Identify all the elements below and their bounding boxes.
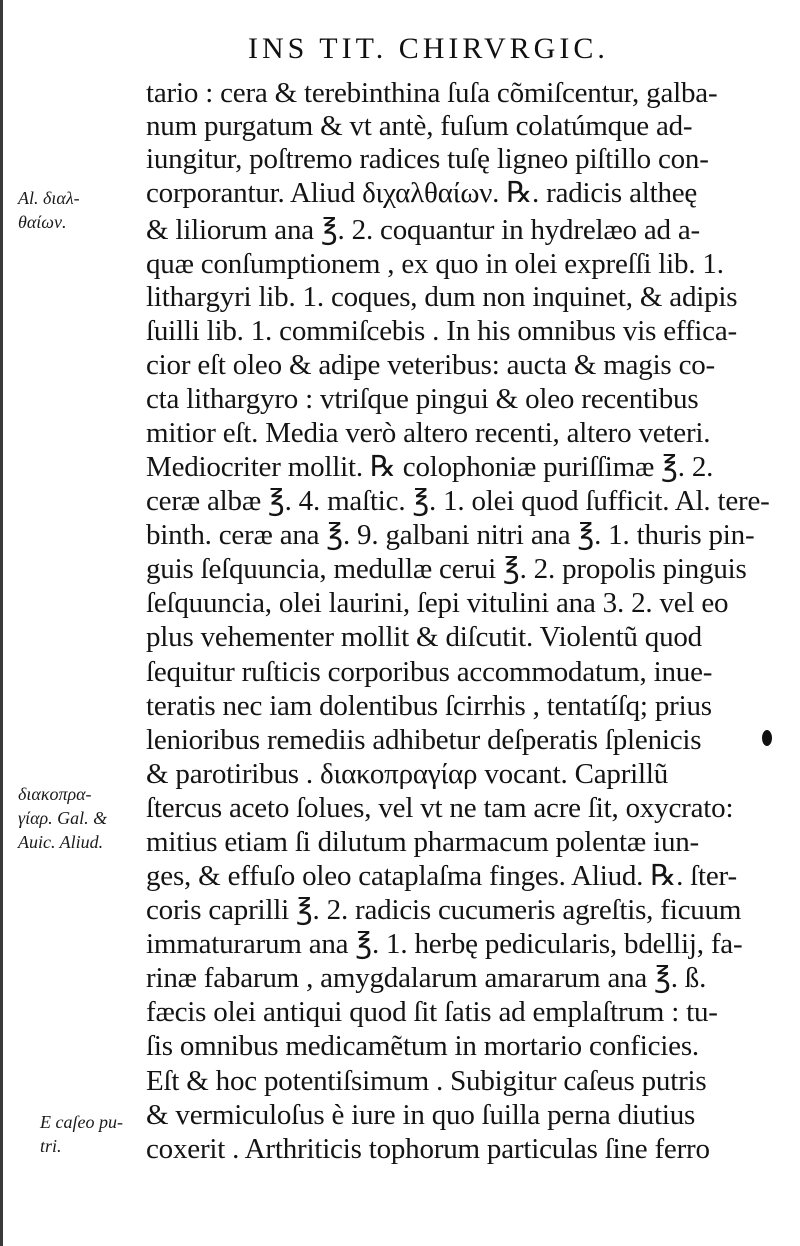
marginal-note-line: διακοπρα- — [18, 784, 92, 804]
text-line: mitius etiam ſi dilutum pharmacum polentæ iun- — [146, 826, 700, 858]
marginal-note-line: θαίων. — [18, 212, 67, 232]
text-line: binth. ceræ ana ℥. 9. galbani nitri ana ℥. 1. thuris pin- — [146, 519, 755, 551]
text-line: plus vehementer mollit & diſcutit. Violentũ quod — [146, 621, 702, 653]
text-line: & vermiculoſus è iure in quo ſuilla perna diutius — [146, 1099, 696, 1131]
text-line: fæcis olei antiqui quod ſit ſatis ad emplaſtrum : tu- — [146, 996, 718, 1028]
text-line: tario : cera & terebinthina ſuſa cõmiſcentur, galba- — [146, 77, 718, 109]
page-edge — [0, 0, 3, 1246]
text-line: ſtercus aceto ſolues, vel vt ne tam acre ſit, oxycrato: — [146, 792, 734, 824]
text-line: quæ conſumptionem , ex quo in olei expreſſi lib. 1. — [146, 248, 724, 280]
text-line: num purgatum & vt antè, fuſum colatúmque ad- — [146, 110, 693, 142]
text-line: ſis omnibus medicamẽtum in mortario conficies. — [146, 1030, 699, 1062]
text-line: corporantur. Aliud διχαλθαίων. ℞. radicis altheę — [146, 177, 698, 209]
marginal-note — [18, 186, 80, 234]
marginal-note-line: γίαρ. Gal. & — [18, 808, 108, 828]
ink-blot — [762, 730, 772, 746]
running-head: INS TIT. CHIRVRGIC. — [248, 32, 609, 65]
marginal-note — [40, 1110, 123, 1158]
text-line: iungitur, poſtremo radices tuſę ligneo piſtillo con- — [146, 143, 709, 175]
text-line: & parotiribus . διακοπραγίαρ vocant. Caprillũ — [146, 758, 669, 790]
text-line: ges, & effuſo oleo cataplaſma finges. Aliud. ℞. ſter- — [146, 860, 737, 892]
marginal-note-line: tri. — [40, 1136, 62, 1156]
text-line: immaturarum ana ℥. 1. herbę pedicularis, bdellij, fa- — [146, 928, 743, 960]
text-line: ceræ albæ ℥. 4. maſtic. ℥. 1. olei quod ſufficit. Al. tere- — [146, 485, 770, 517]
text-line: ſuilli lib. 1. commiſcebis . In his omnibus vis effica- — [146, 315, 737, 347]
text-line: ſeſquuncia, olei laurini, ſepi vitulini ana 3. 2. vel eo — [146, 587, 729, 619]
text-line: & liliorum ana ℥. 2. coquantur in hydrelæo ad a- — [146, 214, 700, 246]
text-line: cta lithargyro : vtriſque pingui & oleo recentibus — [146, 383, 699, 415]
text-line: lenioribus remediis adhibetur deſperatis ſplenicis — [146, 724, 702, 756]
marginal-note-line: Auic. Aliud. — [18, 832, 104, 852]
text-line: guis ſeſquuncia, medullæ cerui ℥. 2. propolis pinguis — [146, 553, 747, 585]
text-line: coris caprilli ℥. 2. radicis cucumeris agreſtis, ficuum — [146, 894, 742, 926]
text-line: lithargyri lib. 1. coques, dum non inquinet, & adipis — [146, 281, 738, 313]
text-line: Eſt & hoc potentiſsimum . Subigitur caſeus putris — [146, 1065, 707, 1097]
text-line: Mediocriter mollit. ℞ colophoniæ puriſſimæ ℥. 2. — [146, 451, 714, 483]
text-line: coxerit . Arthriticis tophorum particulas ſine ferro — [146, 1133, 710, 1165]
text-line: mitior eſt. Media verò altero recenti, altero veteri. — [146, 417, 711, 449]
text-line: cior eſt oleo & adipe veteribus: aucta & magis co- — [146, 349, 715, 381]
marginal-note-line: Al. διαλ- — [18, 188, 80, 208]
text-line: rinæ fabarum , amygdalarum amararum ana ℥. ß. — [146, 962, 707, 994]
text-line: ſequitur ruſticis corporibus accommodatum, inue- — [146, 656, 713, 688]
text-line: teratis nec iam dolentibus ſcirrhis , tentatíſq; prius — [146, 690, 712, 722]
marginal-note — [18, 782, 107, 854]
marginal-note-line: E caſeo pu- — [40, 1112, 123, 1132]
